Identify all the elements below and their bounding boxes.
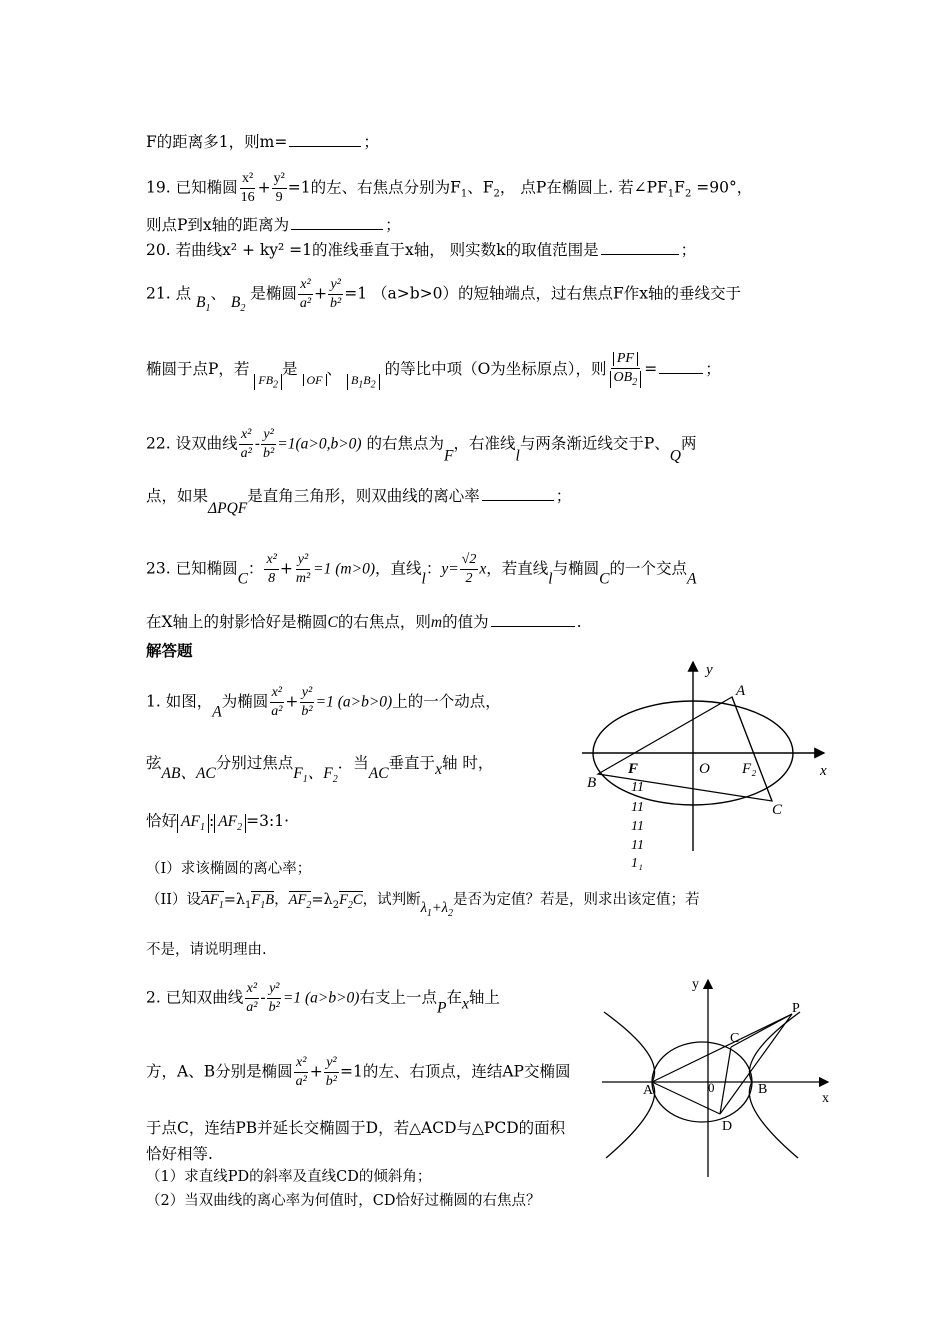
label-x: x (822, 1091, 829, 1106)
p1-part-ii: （II）设$AF_1=\lambda_1F_1B$，$AF_2=\lambda_2F_2C$，试判断$\lambda_1+\lambda_2$是否为定值？若是，则求出该定值；若 (146, 892, 700, 919)
q19-line1: 19. 已知椭圆 $\frac{\text{x²}}{16}$ + $\frac{\text{y²}}{9}$ =1的左、右焦点分别为$F_1$、$F_2$， 点P在椭圆上. 若$\angle PF_1F_2 =90^\circ$， (146, 171, 753, 205)
chord-ac (732, 697, 772, 801)
p2-line4: 恰好相等. (146, 1145, 213, 1163)
q18-tail: F的距离多1，则m= ； (146, 133, 379, 151)
q22-line2: 点，如果ΔPQF是直角三角形，则双曲线的离心率 ； (146, 487, 572, 517)
stack-0: 11 (631, 780, 644, 795)
label-d: D (722, 1119, 733, 1134)
q23-line1: 23. 已知椭圆C： $\frac{\text{x²}}{8}$ + $\frac{\text{y²}}{\text{m²}}$ =1 (m>0)，直线l：y= $\frac{√2}{2}$ x，若直线l与椭圆C的一个交点A (146, 552, 697, 588)
q21-line2: 椭圆于点P，若 $FB_2$是 OF、 $B_1B_2$ 的等比中项（O为坐标原点），则 $\frac{PF}{OB_2}$ = ； (146, 351, 721, 391)
label-o: O (699, 761, 710, 777)
q19-line2: 则点P到x轴的距离为 ； (146, 216, 401, 234)
q23-line2: 在X轴上的射影恰好是椭圆C的右焦点，则m的值为 . (146, 613, 582, 631)
p2-q2: （2）当双曲线的离心率为何值时，CD恰好过椭圆的右焦点？ (146, 1193, 541, 1209)
label-b: B (587, 775, 597, 791)
label-y: y (692, 977, 699, 992)
figure-2-hyperbola (596, 972, 846, 1182)
q20: 20. 若曲线x² + ky² =1的准线垂直于x轴， 则实数k的取值范围是 ； (146, 241, 697, 259)
label-o: 0 (708, 1080, 715, 1095)
triangle-abc (598, 697, 772, 801)
p1-part-ii-line2: 不是，请说明理由. (146, 942, 267, 958)
p1-line1: 1. 如图，A为椭圆 $\frac{\text{x²}}{\text{a²}}$ + $\frac{\text{y²}}{\text{b²}}$ =1 (a>b>0)上的一个动点， (146, 685, 501, 721)
p1-line2: 弦AB、AC分别过焦点$F_1$、$F_2$．当AC垂直于x轴 时， (146, 754, 494, 786)
p2-line2: 方，A、B分别是椭圆 $\frac{\text{x²}}{\text{a²}}$ + $\frac{\text{y²}}{\text{b²}}$ =1的左、右顶点，连结AP交椭圆 (146, 1055, 571, 1089)
section-title: 解答题 (146, 641, 193, 660)
q21-line1: 21. 点 $B_1$、 $B_2$ 是椭圆 $\frac{\text{x²}}{\text{a²}}$ + $\frac{\text{y²}}{\text{b²}}$ =1 （a>b>0）的短轴端点，过右焦点F作x轴的垂线交于 (146, 277, 742, 314)
line-cd (720, 1047, 731, 1114)
label-f2: F₂ (742, 761, 757, 777)
label-y: y (706, 662, 713, 678)
stack-4: 1₁ (631, 856, 643, 871)
line-pd (720, 1014, 792, 1114)
p2-q1: （1）求直线PD的斜率及直线CD的倾斜角； (146, 1169, 432, 1185)
p2-line3: 于点C，连结PB并延长交椭圆于D，若△ACD与△PCD的面积 (146, 1119, 566, 1137)
hyperbola-right (749, 1012, 800, 1158)
label-x: x (820, 763, 827, 779)
label-a: A (643, 1083, 654, 1098)
stack-3: 11 (631, 838, 644, 853)
q22-line1: 22. 设双曲线 $\frac{\text{x²}}{\text{a²}}$ - $\frac{\text{y²}}{\text{b²}}$ =1(a>0,b>0) 的右焦点为F，右准线l与两条渐近线交于P、Q两 (146, 427, 697, 465)
line-ap (652, 1014, 792, 1082)
line-cp2 (731, 1014, 792, 1047)
label-a: A (736, 683, 746, 699)
stack-1: 11 (631, 800, 644, 815)
label-c: C (730, 1031, 740, 1046)
p2-line1: 2. 已知双曲线 $\frac{\text{x²}}{\text{a²}}$ - $\frac{\text{y²}}{\text{b²}}$ =1 (a>b>0)右支上一点P在x轴上 (146, 981, 500, 1017)
p1-part-i: （I）求该椭圆的离心率； (146, 861, 312, 877)
p1-line3: 恰好 $AF_1$ : $AF_2$ =3:1· (146, 812, 289, 834)
label-c: C (772, 802, 783, 818)
figure-1-ellipse (582, 656, 842, 856)
label-f: F (628, 761, 639, 777)
stack-2: 11 (631, 819, 644, 834)
label-p: P (792, 1001, 800, 1016)
label-b: B (758, 1082, 768, 1097)
